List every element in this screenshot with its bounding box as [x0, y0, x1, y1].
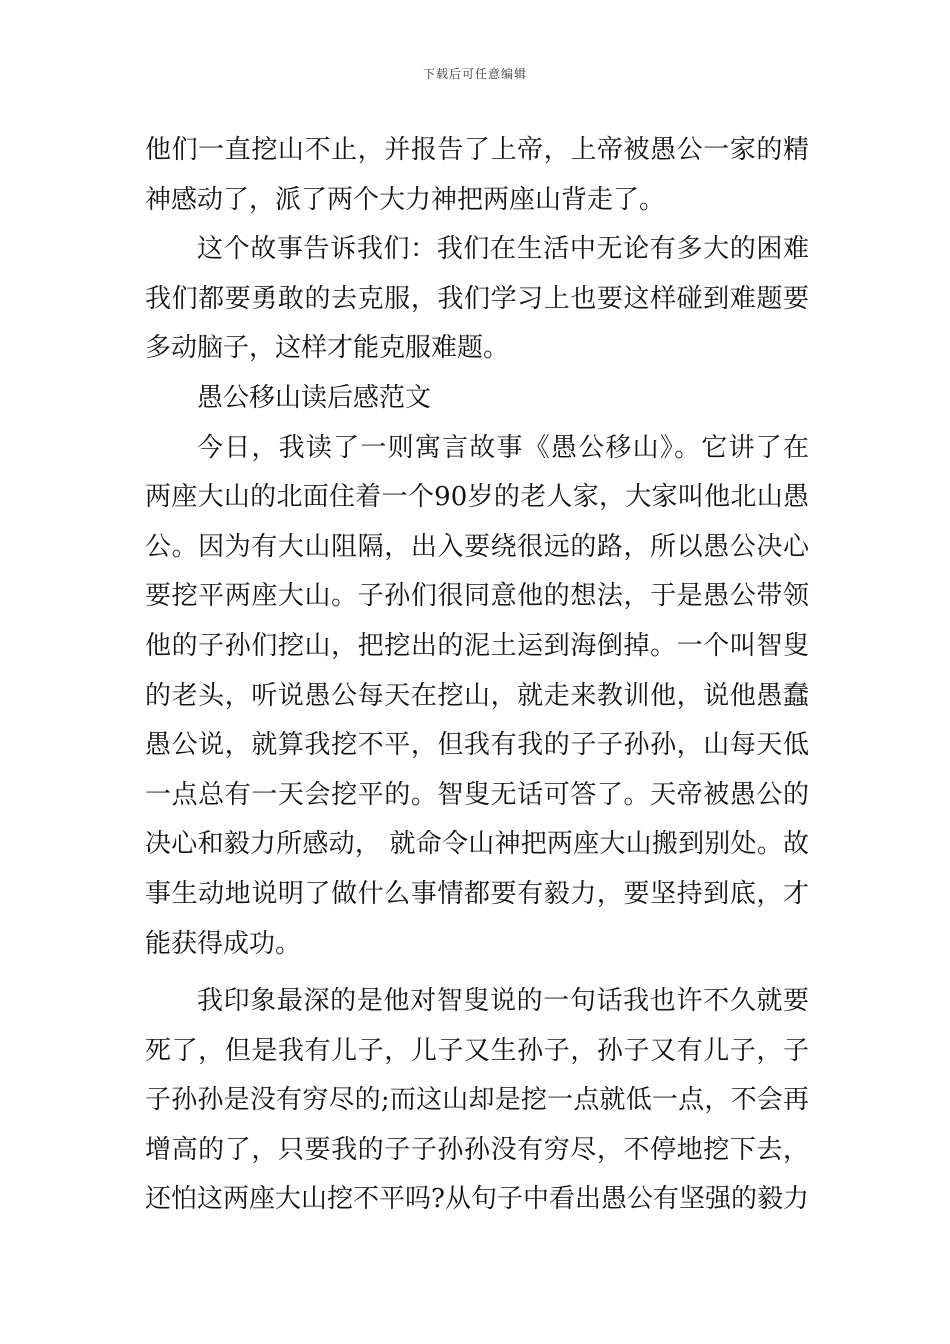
paragraph [145, 424, 809, 970]
text-line: 我们都要勇敢的去克服，我们学习上也要这样碰到难题要 [145, 283, 809, 314]
text-line: 能获得成功。 [145, 928, 302, 959]
text-line: 公。因为有大山阻隔，出入要绕很远的路，所以愚公决心 [145, 531, 809, 562]
document-body [145, 126, 809, 1225]
text-line: 还怕这两座大山挖不平吗?从句子中看出愚公有坚强的毅力 [145, 1184, 809, 1215]
text-line: 事生动地说明了做什么事情都要有毅力，要坚持到底，才 [145, 878, 809, 909]
text-line: 的老头，听说愚公每天在挖山，就走来教训他，说他愚蠢 [145, 680, 809, 711]
paragraph [145, 225, 809, 374]
heading-line: 愚公移山读后感范文 [197, 382, 432, 413]
text-line: 今日，我读了一则寓言故事《愚公移山》。它讲了在 [197, 432, 809, 463]
text-line: 他们一直挖山不止，并报告了上帝，上帝被愚公一家的精 [145, 135, 809, 165]
text-line: 我印象最深的是他对智叟说的一句话我也许不久就要 [197, 986, 809, 1017]
paragraph [145, 126, 809, 225]
text-line: 死了，但是我有儿子，儿子又生孙子，孙子又有儿子，子 [145, 1035, 809, 1066]
section-heading [145, 374, 809, 424]
text-line: 两座大山的北面住着一个90岁的老人家，大家叫他北山愚 [145, 482, 809, 513]
paragraph [145, 977, 809, 1225]
text-line: 神感动了，派了两个大力神把两座山背走了。 [145, 184, 666, 215]
text-line: 这个故事告诉我们：我们在生活中无论有多大的困难 [197, 234, 809, 265]
text-line: 决心和毅力所感动， 就命令山神把两座大山搬到别处。故 [145, 829, 809, 860]
text-line: 一点总有一天会挖平的。智叟无话可答了。天帝被愚公的 [145, 779, 809, 810]
text-line: 要挖平两座大山。子孙们很同意他的想法，于是愚公带领 [145, 581, 809, 612]
text-line: 增高的了，只要我的子子孙孙没有穷尽，不停地挖下去， [145, 1134, 809, 1165]
paragraph-gap [145, 969, 809, 977]
text-line: 他的子孙们挖山，把挖出的泥土运到海倒掉。一个叫智叟 [145, 630, 809, 661]
text-line: 愚公说，就算我挖不平，但我有我的子子孙孙，山每天低 [145, 730, 809, 761]
text-line: 子孙孙是没有穷尽的;而这山却是挖一点就低一点，不会再 [145, 1085, 809, 1116]
page-header: 下载后可任意编辑 [422, 67, 527, 81]
text-line: 多动脑子，这样才能克服难题。 [145, 333, 510, 364]
